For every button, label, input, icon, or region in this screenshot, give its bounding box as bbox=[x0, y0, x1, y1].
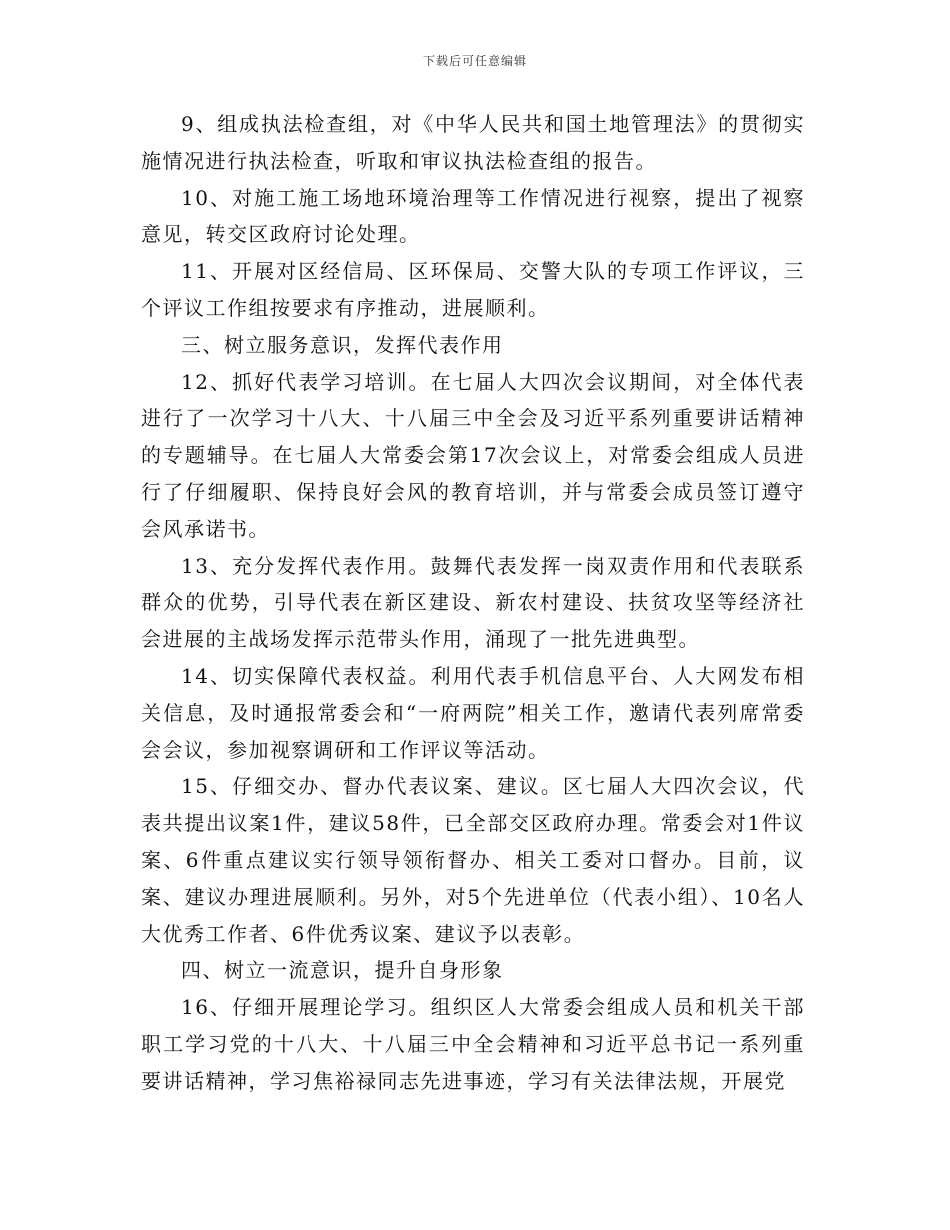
paragraph-item-10: 10、对施工施工场地环境治理等工作情况进行视察，提出了视察意见，转交区政府讨论处理。 bbox=[141, 185, 805, 247]
paragraph-item-16: 16、仔细开展理论学习。组织区人大常委会组成人员和机关干部职工学习党的十八大、十八届三中全会精神和习近平总书记一系列重要讲话精神，学习焦裕禄同志先进事迹，学习有关法律法规，开展党 bbox=[141, 995, 805, 1093]
paragraph-item-12: 12、抓好代表学习培训。在七届人大四次会议期间，对全体代表进行了一次学习十八大、十八届三中全会及习近平系列重要讲话精神的专题辅导。在七届人大常委会第17次会议上，对常委会组成人员进行了仔细履职、保持良好会风的教育培训，并与常委会成员签订遵守会风承诺书。 bbox=[141, 369, 805, 541]
paragraph-item-14: 14、切实保障代表权益。利用代表手机信息平台、人大网发布相关信息，及时通报常委会和“一府两院”相关工作，邀请代表列席常委会会议，参加视察调研和工作评议等活动。 bbox=[141, 663, 805, 762]
document-body bbox=[141, 106, 805, 1100]
section-heading-3: 三、树立服务意识，发挥代表作用 bbox=[181, 332, 504, 357]
page-header: 下载后可任意编辑 bbox=[422, 54, 527, 68]
paragraph-item-13: 13、充分发挥代表作用。鼓舞代表发挥一岗双责作用和代表联系群众的优势，引导代表在新区建设、新农村建设、扶贫攻坚等经济社会进展的主战场发挥示范带头作用，涌现了一批先进典型。 bbox=[141, 553, 805, 652]
paragraph-item-9: 9、组成执法检查组，对《中华人民共和国土地管理法》的贯彻实施情况进行执法检查，听取和审议执法检查组的报告。 bbox=[141, 112, 805, 173]
paragraph-item-11: 11、开展对区经信局、区环保局、交警大队的专项工作评议，三个评议工作组按要求有序推动，进展顺利。 bbox=[141, 259, 805, 320]
paragraph-item-15: 15、仔细交办、督办代表议案、建议。区七届人大四次会议，代表共提出议案1件，建议58件，已全部交区政府办理。常委会对1件议案、6件重点建议实行领导领衔督办、相关工委对口督办。目前，议案、建议办理进展顺利。另外，对5个先进单位（代表小组）、10名人大优秀工作者、6件优秀议案、建议予以表彰。 bbox=[141, 774, 805, 946]
section-heading-4: 四、树立一流意识，提升自身形象 bbox=[181, 958, 504, 983]
